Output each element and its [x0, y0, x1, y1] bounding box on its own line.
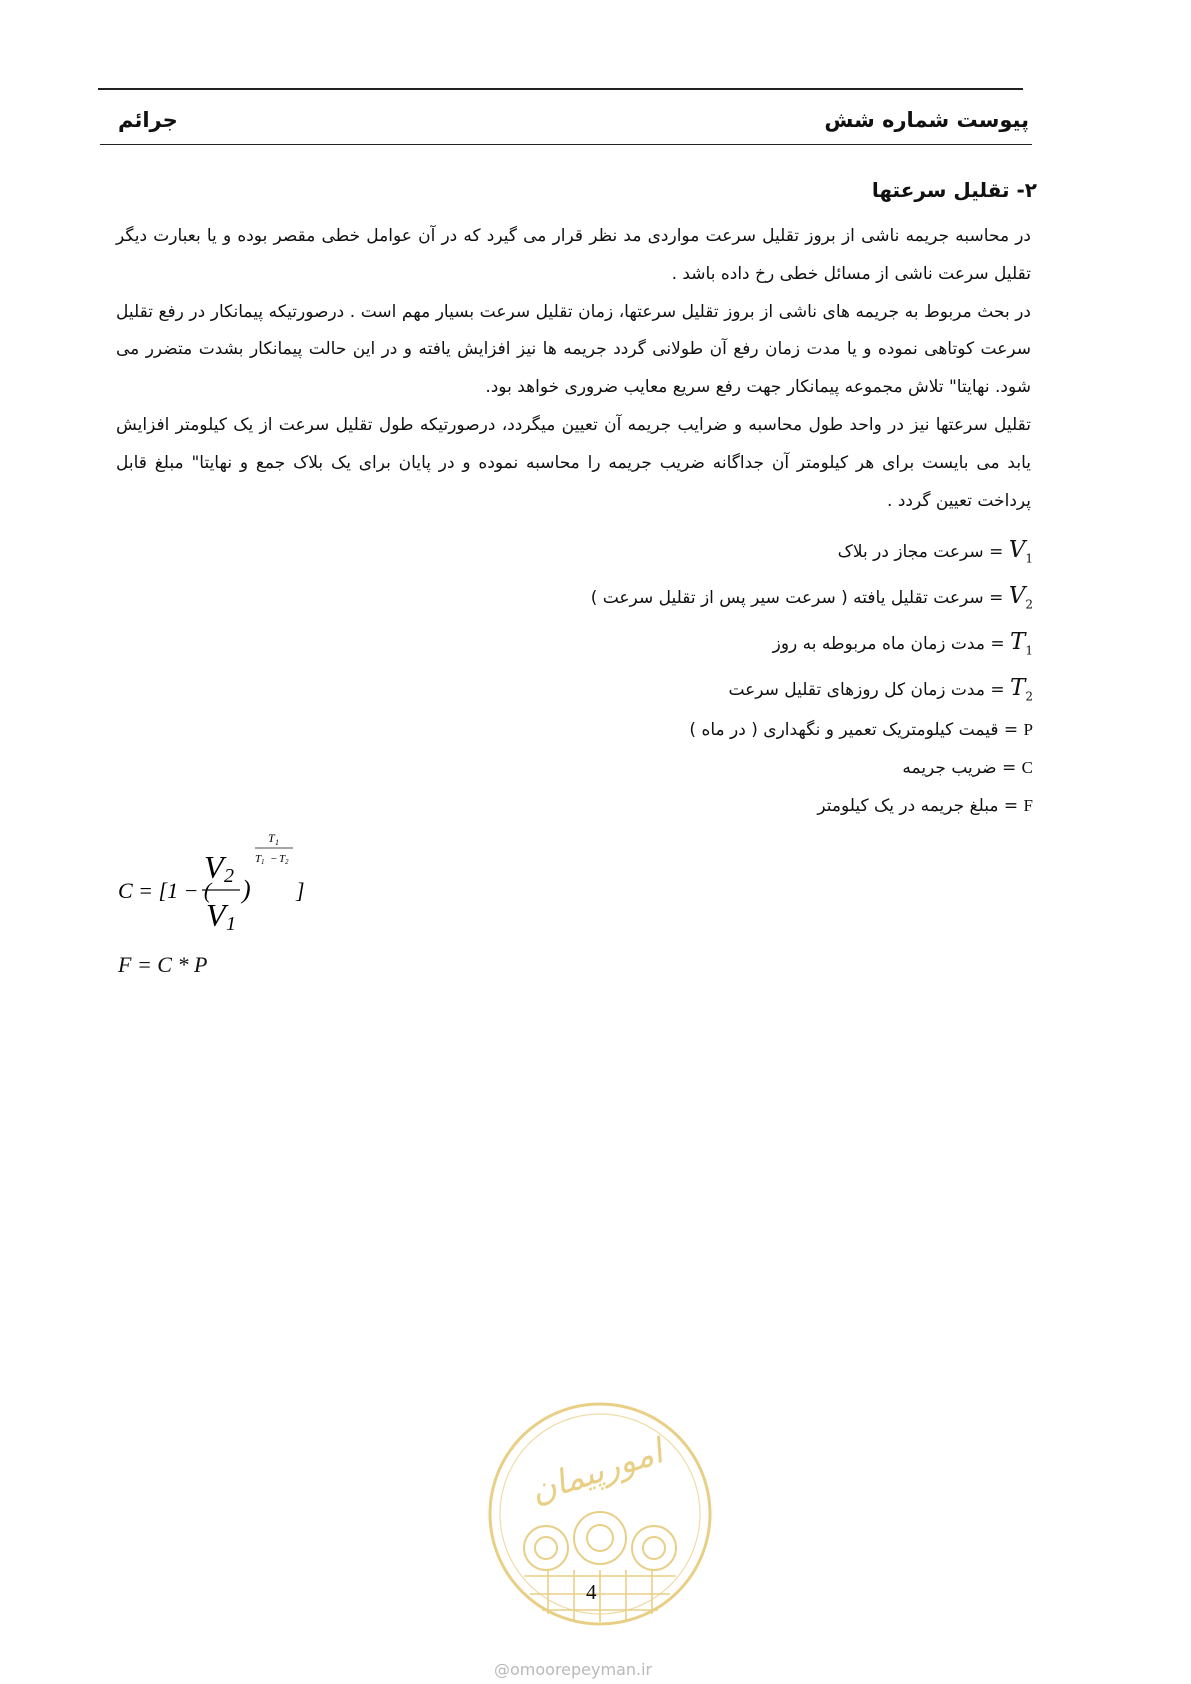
symbol-v2: $V_2$: [1008, 583, 1033, 612]
formula-bracket: ]: [296, 878, 305, 903]
section-title: ۲- تقلیل سرعتها: [871, 178, 1037, 202]
definition-text: سرعت تقلیل یافته ( سرعت سیر پس از تقلیل سرعت ): [590, 588, 984, 608]
definition-text: ضریب جریمه: [902, 758, 997, 778]
symbol-c: C: [1021, 758, 1033, 777]
paragraph-1: در محاسبه جریمه ناشی از بروز تقلیل سرعت مواردی مد نظر قرار می گیرد که در آن عوامل خطی مقصر بوده و یا بعبارت دیگر تقلیل سرعت ناشی از مسائل خطی رخ داده باشد .: [116, 226, 1031, 284]
definition-v1: $V_1$ = سرعت مجاز در بلاک: [837, 537, 1033, 566]
header-left-title: جرائم: [118, 108, 178, 132]
symbol-p: P: [1023, 720, 1033, 739]
watermark-logo-text: امورپیمان: [525, 1431, 668, 1512]
paragraph-3: تقلیل سرعتها نیز در واحد طول محاسبه و ضرایب جریمه آن تعیین میگردد، درصورتیکه طول تقلیل سرعت از یک کیلومتر افزایش یابد می بایست برای هر کیلومتر آن جداگانه ضریب جریمه را محاسبه نموده و در پایان برای یک بلاک جمع و نهایتا" مبلغ قابل پرداخت تعیین گردد .: [116, 414, 1031, 511]
formula-f: F = C * P: [118, 952, 208, 977]
symbol-f: F: [1023, 796, 1033, 815]
paragraph-2: در بحث مربوط به جریمه های ناشی از بروز تقلیل سرعتها، زمان تقلیل سرعت بسیار مهم است . درصورتیکه پیمانکار در رفع تقلیل سرعت کوتاهی نموده و یا مدت زمان رفع آن طولانی گردد جریمه ها نیز افزایش یافته و در این حالت پیمانکار بشدت متضرر می شود. نهایتا" تلاش مجموعه پیمانکار جهت رفع سریع معایب ضروری خواهد بود.: [116, 301, 1031, 398]
formula-v1: V: [206, 897, 226, 933]
formula-c: [118, 832, 318, 942]
header-rule: [100, 144, 1032, 145]
definition-text: مدت زمان کل روزهای تقلیل سرعت: [728, 680, 985, 700]
formula-exp-minus: −: [270, 853, 278, 865]
definition-text: سرعت مجاز در بلاک: [837, 542, 984, 562]
formula-v1-sub: 1: [226, 913, 236, 935]
formula-exp-den-a: T: [255, 853, 262, 865]
watermark-logo: [484, 1398, 716, 1630]
formula-close-paren: ): [242, 875, 251, 904]
definitions-list: [591, 527, 1033, 825]
definition-text: قیمت کیلومتریک تعمیر و نگهداری ( در ماه ): [689, 720, 999, 740]
formula-exp-den-b: T: [279, 853, 286, 865]
formula-exp-num: T: [268, 832, 275, 845]
page-number: 4: [586, 1580, 597, 1604]
formula-exp-den-b-sub: 2: [285, 858, 289, 866]
symbol-v1: $V_1$: [1008, 537, 1033, 566]
formula-c-lhs: C = [1 − (: [118, 878, 212, 903]
definition-t1: $T_1$ = مدت زمان ماه مربوطه به روز: [772, 629, 1033, 658]
definition-c: C = ضریب جریمه: [902, 758, 1033, 778]
formula-exp-den-a-sub: 1: [261, 858, 265, 866]
definition-text: مدت زمان ماه مربوطه به روز: [772, 634, 985, 654]
top-rule: [98, 88, 1023, 90]
definition-text: مبلغ جریمه در یک کیلومتر: [817, 796, 999, 816]
watermark-url: @omoorepeyman.ir: [494, 1660, 653, 1679]
formula-v2: V: [204, 849, 224, 885]
symbol-t2: $T_2$: [1010, 675, 1033, 704]
formula-exp-num-sub: 1: [275, 838, 279, 847]
symbol-t1: $T_1$: [1010, 629, 1033, 658]
formula-v2-sub: 2: [224, 865, 234, 887]
definition-f: F = مبلغ جریمه در یک کیلومتر: [817, 796, 1033, 816]
definition-p: P = قیمت کیلومتریک تعمیر و نگهداری ( در ماه ): [689, 720, 1033, 740]
definition-t2: $T_2$ = مدت زمان کل روزهای تقلیل سرعت: [728, 675, 1033, 704]
definition-v2: $V_2$ = سرعت تقلیل یافته ( سرعت سیر پس از تقلیل سرعت ): [590, 583, 1033, 612]
header-right-title: پیوست شماره شش: [824, 108, 1029, 132]
body-text: [116, 218, 1031, 520]
